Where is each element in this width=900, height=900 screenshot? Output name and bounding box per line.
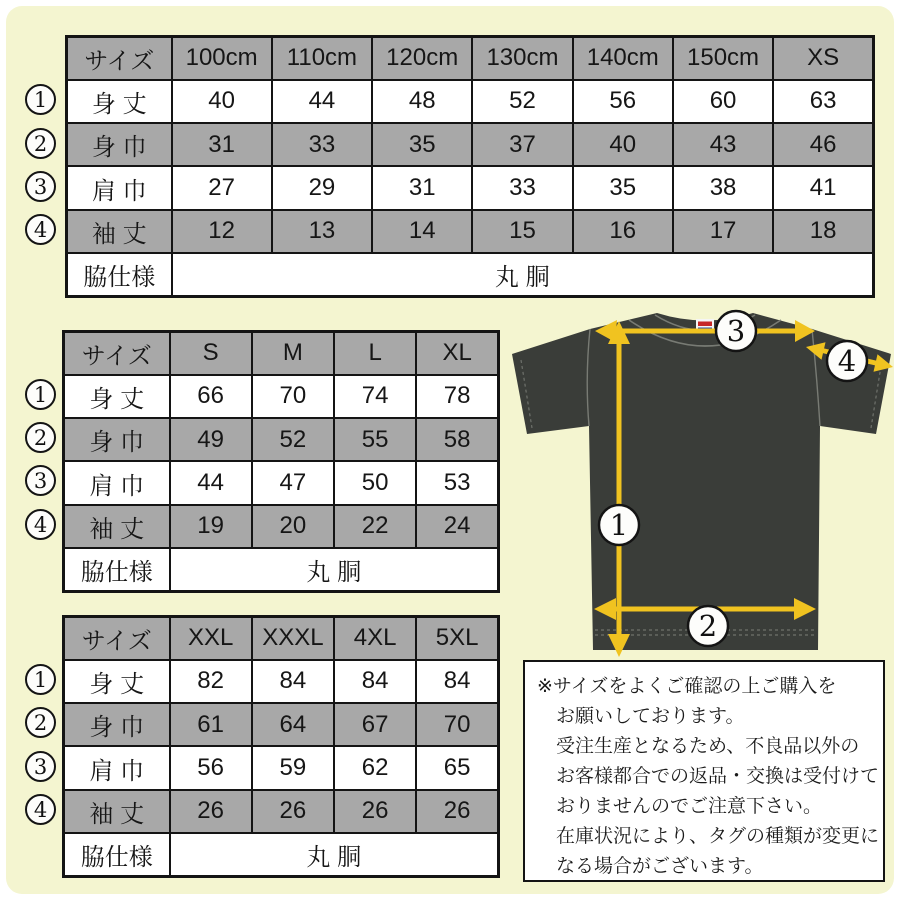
cell: 74 [334, 375, 416, 418]
notice-line: ※サイズをよくご確認の上ご購入を [537, 676, 837, 697]
cell: 63 [773, 80, 873, 123]
cell: 46 [773, 123, 873, 166]
row-marker-circle: 1 [25, 84, 56, 115]
cell: 44 [170, 461, 252, 504]
cell: 20 [252, 505, 334, 548]
cell: 31 [172, 123, 272, 166]
row-marker-circle: 4 [25, 214, 56, 245]
table-row-body-length [64, 375, 499, 418]
table-row-sleeve-length [67, 210, 874, 253]
cell: 47 [252, 461, 334, 504]
cell: 17 [673, 210, 773, 253]
row-marker-circle: 3 [25, 465, 56, 496]
cell: 58 [416, 418, 498, 461]
cell: 65 [416, 746, 498, 789]
row-label: 脇仕様 [64, 833, 170, 876]
cell: 41 [773, 166, 873, 209]
row-label: 身 巾 [64, 703, 170, 746]
row-label: 袖 丈 [64, 790, 170, 833]
cell: 67 [334, 703, 416, 746]
cell: 56 [170, 746, 252, 789]
cell: 19 [170, 505, 252, 548]
marker-circle-2 [688, 606, 728, 646]
cell: 18 [773, 210, 873, 253]
table-row-body-width [64, 418, 499, 461]
col-header: 150cm [673, 37, 773, 80]
row-marker-circle: 2 [25, 128, 56, 159]
cell: 61 [170, 703, 252, 746]
header-row [64, 332, 499, 375]
cell: 48 [372, 80, 472, 123]
col-header: 130cm [472, 37, 572, 80]
size-header-label: サイズ [67, 37, 172, 80]
cell: 66 [170, 375, 252, 418]
size-table-kids [65, 35, 875, 298]
svg-text:2: 2 [698, 609, 718, 643]
cell: 35 [372, 123, 472, 166]
table-row-body-length [64, 660, 499, 703]
table-row-body-width [67, 123, 874, 166]
marker-circle-1 [599, 505, 639, 545]
cell: 49 [170, 418, 252, 461]
table-row-shoulder-width [64, 746, 499, 789]
tshirt-diagram [505, 308, 898, 658]
cell: 26 [170, 790, 252, 833]
cell: 26 [252, 790, 334, 833]
col-header: XL [416, 332, 498, 375]
cell: 37 [472, 123, 572, 166]
cell: 55 [334, 418, 416, 461]
table-row-side-spec [64, 833, 499, 876]
row-marker-circle: 2 [25, 707, 56, 738]
size-table-big [62, 615, 500, 878]
col-header: L [334, 332, 416, 375]
cell: 35 [573, 166, 673, 209]
table-row-body-width [64, 703, 499, 746]
col-header: 110cm [272, 37, 372, 80]
row-marker-circle: 1 [25, 664, 56, 695]
cell: 59 [252, 746, 334, 789]
row-label: 身 巾 [67, 123, 172, 166]
cell: 70 [252, 375, 334, 418]
row-marker-circle: 4 [25, 794, 56, 825]
cell: 60 [673, 80, 773, 123]
row-label: 身 巾 [64, 418, 170, 461]
notice-line: 在庫状況により、タグの種類が変更に [556, 826, 880, 847]
cell: 31 [372, 166, 472, 209]
svg-text:3: 3 [726, 314, 746, 348]
cell: 50 [334, 461, 416, 504]
row-marker-circle: 2 [25, 422, 56, 453]
cell: 12 [172, 210, 272, 253]
table-row-shoulder-width [67, 166, 874, 209]
cell: 26 [334, 790, 416, 833]
cell: 40 [573, 123, 673, 166]
cell: 64 [252, 703, 334, 746]
row-marker-circle: 3 [25, 751, 56, 782]
cell: 52 [472, 80, 572, 123]
cell: 62 [334, 746, 416, 789]
notice-line: 受注生産となるため、不良品以外の [556, 736, 860, 757]
col-header: 4XL [334, 617, 416, 660]
row-label: 身 丈 [67, 80, 172, 123]
header-row [67, 37, 874, 80]
cell: 27 [172, 166, 272, 209]
table-row-sleeve-length [64, 790, 499, 833]
header-row [64, 617, 499, 660]
row-label: 袖 丈 [64, 505, 170, 548]
cell: 33 [472, 166, 572, 209]
table-row-side-spec [67, 253, 874, 296]
cell: 丸 胴 [170, 833, 499, 876]
notice-line: おりませんのでご注意下さい。 [556, 796, 823, 817]
cell: 84 [416, 660, 498, 703]
col-header: 5XL [416, 617, 498, 660]
cell: 29 [272, 166, 372, 209]
col-header: XXL [170, 617, 252, 660]
col-header: XXXL [252, 617, 334, 660]
cell: 84 [334, 660, 416, 703]
marker-circle-4 [827, 341, 867, 381]
notice-line: お客様都合での返品・交換は受付けて [556, 766, 880, 787]
cell: 13 [272, 210, 372, 253]
table-row-sleeve-length [64, 505, 499, 548]
col-header: 120cm [372, 37, 472, 80]
cell: 26 [416, 790, 498, 833]
col-header: 100cm [172, 37, 272, 80]
cell: 56 [573, 80, 673, 123]
cell: 24 [416, 505, 498, 548]
row-marker-circle: 1 [25, 379, 56, 410]
cell: 53 [416, 461, 498, 504]
cell: 52 [252, 418, 334, 461]
row-label: 肩 巾 [64, 746, 170, 789]
notice-box [523, 660, 885, 882]
cell: 40 [172, 80, 272, 123]
cell: 丸 胴 [172, 253, 874, 296]
cell: 14 [372, 210, 472, 253]
marker-circle-3 [716, 311, 756, 351]
table-row-body-length [67, 80, 874, 123]
notice-line: お願いしております。 [556, 706, 745, 727]
col-header: 140cm [573, 37, 673, 80]
row-label: 身 丈 [64, 660, 170, 703]
cell: 44 [272, 80, 372, 123]
cell: 33 [272, 123, 372, 166]
cell: 丸 胴 [170, 548, 499, 591]
cell: 82 [170, 660, 252, 703]
col-header: S [170, 332, 252, 375]
cell: 70 [416, 703, 498, 746]
svg-text:4: 4 [837, 344, 857, 378]
size-header-label: サイズ [64, 332, 170, 375]
row-label: 脇仕様 [64, 548, 170, 591]
cell: 38 [673, 166, 773, 209]
row-label: 身 丈 [64, 375, 170, 418]
row-label: 肩 巾 [67, 166, 172, 209]
cell: 15 [472, 210, 572, 253]
notice-line: なる場合がございます。 [556, 856, 764, 877]
row-marker-circle: 4 [25, 509, 56, 540]
row-label: 袖 丈 [67, 210, 172, 253]
cell: 16 [573, 210, 673, 253]
col-header: M [252, 332, 334, 375]
cell: 43 [673, 123, 773, 166]
table-row-shoulder-width [64, 461, 499, 504]
svg-text:1: 1 [609, 508, 629, 542]
size-table-adult [62, 330, 500, 593]
table-row-side-spec [64, 548, 499, 591]
cell: 84 [252, 660, 334, 703]
row-label: 脇仕様 [67, 253, 172, 296]
cell: 78 [416, 375, 498, 418]
cell: 22 [334, 505, 416, 548]
size-header-label: サイズ [64, 617, 170, 660]
col-header: XS [773, 37, 873, 80]
row-marker-circle: 3 [25, 171, 56, 202]
row-label: 肩 巾 [64, 461, 170, 504]
